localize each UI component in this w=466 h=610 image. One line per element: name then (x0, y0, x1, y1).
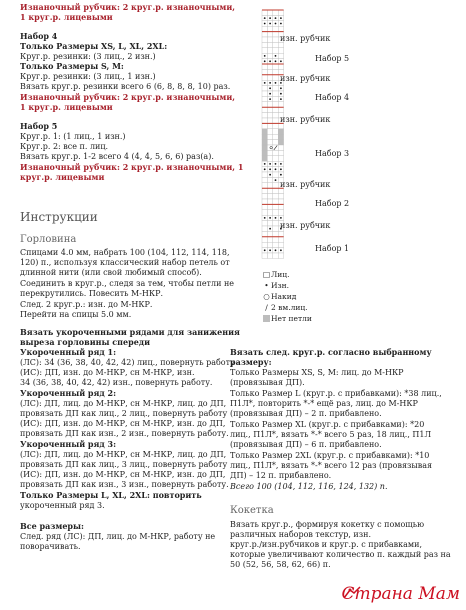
text-line: Изнаночный рубчик: 2 круг.р. изнаночными, 1 (20, 162, 244, 172)
chart-cell (262, 107, 267, 112)
chart-cell (267, 177, 272, 182)
legend-item (262, 292, 296, 301)
purl-dot (264, 60, 266, 62)
chart-cell (267, 123, 272, 128)
text-line: 50 (52, 56, 58, 62, 66) п. (230, 560, 331, 569)
heading-instructions: Инструкции (20, 210, 98, 224)
chart-cell (262, 129, 267, 134)
chart-cell (262, 134, 267, 139)
chart-cell (278, 204, 283, 209)
text-line: Вязать круг.р. резинки всего 6 (6, 8, 8, 8, 10) раз. (20, 82, 231, 91)
chart-cell (273, 194, 278, 199)
purl-dot (275, 179, 277, 181)
purl-dot (269, 98, 271, 100)
text-line: 120) п., используя классический набор петель от (20, 258, 230, 267)
chart-cell (262, 86, 267, 91)
chart-cell (262, 102, 267, 107)
chart-cell (262, 123, 267, 128)
text-line: поворачивать. (20, 542, 81, 551)
chart-cell (267, 113, 272, 118)
chart-cell (278, 123, 283, 128)
chart-cell (267, 64, 272, 69)
text-line: круг.р. лицевыми (20, 172, 105, 182)
text-line: лиц., П1Л*, вязать *-* всего 5 раз, 18 лиц., П1Л (230, 430, 432, 439)
text-line: П1Л*, повторить *-* ещё раз, лиц. до М-НКР (230, 399, 418, 408)
text-line: (провязывая ДП). (230, 378, 305, 387)
chart-cell (262, 183, 267, 188)
chart-cell (262, 26, 267, 31)
purl-dot (269, 168, 271, 170)
purl-dot (269, 23, 271, 25)
text-line: выреза горловины спереди (20, 337, 151, 347)
chart-cell (262, 231, 267, 236)
text-line: (ИС): ДП, изн. до М-НКР, сн М-НКР, изн. до ДП, (20, 419, 226, 428)
chart-cell (273, 75, 278, 80)
text-line: (ИС): ДП, изн. до М-НКР, сн М-НКР, изн. (20, 368, 195, 377)
chart-cell (267, 210, 272, 215)
text-line: (ИС): ДП, изн. до М-НКР, сн М-НКР, изн. до ДП, (20, 470, 226, 479)
purl-dot (280, 217, 282, 219)
chart-label: изн. рубчик (280, 34, 331, 43)
chart-cell (278, 26, 283, 31)
legend-label: Изн. (271, 281, 290, 290)
purl-dot (269, 17, 271, 19)
chart-cell (278, 188, 283, 193)
chart-cell (278, 42, 283, 47)
purl-dot (280, 17, 282, 19)
chart-label: Набор 4 (315, 93, 350, 102)
chart-cell (273, 183, 278, 188)
chart-cell (273, 204, 278, 209)
chart-cell (278, 242, 283, 247)
chart-cell (273, 150, 278, 155)
chart-label: изн. рубчик (280, 221, 331, 230)
text-line: Только Размеры XS, S, M: лиц. до М-НКР (230, 368, 404, 377)
text-line: круг.р./изн.рубчиков и круг.р. с прибавками, (230, 540, 423, 549)
text-line: провязать ДП как изн., 2 изн., повернуть работу. (20, 429, 229, 438)
chart-cell (278, 253, 283, 258)
purl-dot (280, 163, 282, 165)
text-line: След. 2 круг.р.: изн. до М-НКР. (20, 300, 153, 309)
purl-dot (275, 168, 277, 170)
purl-dot (264, 163, 266, 165)
chart-cell (267, 194, 272, 199)
chart-cell (262, 91, 267, 96)
text-line: Круг.р. резинки: (3 лиц., 2 изн.) (20, 52, 156, 61)
text-line: Круг.р. 2: все п. лиц. (20, 142, 109, 151)
section-title: Набор 5 (20, 121, 58, 131)
chart-cell (273, 123, 278, 128)
purl-dot (280, 249, 282, 251)
chart-cell (267, 150, 272, 155)
chart-label: Набор 1 (315, 244, 350, 253)
chart-cell (262, 69, 267, 74)
purl-dot (269, 82, 271, 84)
chart-cell (267, 199, 272, 204)
chart-cell (273, 156, 278, 161)
purl-dot (275, 17, 277, 19)
chart-cell (278, 53, 283, 58)
chart-cell (273, 37, 278, 42)
chart-cell (278, 199, 283, 204)
chart-cell (267, 134, 272, 139)
purl-dot (275, 217, 277, 219)
purl-dot (280, 93, 282, 95)
chart-cell (273, 10, 278, 15)
text-line: перекрутились. Повесить М-НКР. (20, 289, 163, 298)
chart-cell (273, 64, 278, 69)
chart-cell (278, 145, 283, 150)
knitting-chart (258, 8, 458, 333)
text-line: провязать ДП как лиц., 2 лиц., повернуть работу (20, 409, 228, 418)
chart-cell (273, 188, 278, 193)
legend-label: Накид (271, 292, 297, 301)
chart-cell (262, 10, 267, 15)
text-line: Укороченный ряд 2: (20, 388, 117, 398)
purl-dot (280, 168, 282, 170)
purl-dot (269, 249, 271, 251)
chart-cell (262, 140, 267, 145)
text-line: Всего 100 (104, 112, 116, 124, 132) п. (230, 482, 388, 491)
text-line: Только Размер L (круг.р. с прибавками): *38 лиц., (230, 389, 442, 398)
purl-dot (269, 174, 271, 176)
purl-dot (269, 217, 271, 219)
chart-cell (278, 140, 283, 145)
legend-item (262, 303, 308, 312)
purl-dot (280, 23, 282, 25)
purl-dot (275, 23, 277, 25)
purl-dot (280, 87, 282, 89)
chart-cell (267, 129, 272, 134)
k2tog-symbol-icon: ∕ (265, 303, 268, 312)
text-line: 34 (36, 38, 40, 42, 42) изн., повернуть работу. (20, 378, 213, 387)
chart-cell (273, 102, 278, 107)
text-line: (ЛС): 34 (36, 38, 40, 42, 42) лиц., повернуть работу (20, 358, 235, 367)
chart-cell (273, 226, 278, 231)
text-line: (провязывая ДП) – 6 п. прибавлено. (230, 440, 382, 449)
chart-cell (267, 107, 272, 112)
text-line: Укороченный ряд 3: (20, 439, 117, 449)
text-line: ДП) – 12 п. прибавлено. (230, 471, 332, 480)
purl-dot (269, 93, 271, 95)
chart-cell (262, 204, 267, 209)
chart-cell (273, 42, 278, 47)
chart-label: Набор 2 (315, 199, 350, 208)
chart-cell (267, 237, 272, 242)
purl-dot (269, 87, 271, 89)
purl-symbol-icon: • (264, 281, 269, 290)
chart-cell (262, 226, 267, 231)
text-line: Круг.р. резинки: (3 лиц., 1 изн.) (20, 72, 156, 81)
chart-cell (273, 107, 278, 112)
chart-cell (278, 134, 283, 139)
chart-cell (273, 231, 278, 236)
chart-cell (273, 242, 278, 247)
chart-cell (278, 10, 283, 15)
text-line: провязать ДП как изн., 3 изн., повернуть работу. (20, 480, 229, 489)
chart-cell (262, 199, 267, 204)
chart-cell (267, 204, 272, 209)
chart-cell (273, 32, 278, 37)
chart-cell (273, 253, 278, 258)
text-line: различных наборов текстур, изн. (230, 530, 371, 539)
text-line: Спицами 4.0 мм, набрать 100 (104, 112, 114, 118, (20, 248, 230, 257)
text-line: Только Размеры XS, L, XL, 2XL: (20, 41, 168, 51)
purl-dot (275, 163, 277, 165)
chart-cell (278, 210, 283, 215)
chart-cell (267, 140, 272, 145)
chart-legend (262, 270, 372, 332)
text-line: Вязать круг.р., формируя кокетку с помощью (230, 520, 425, 529)
text-line: (провязывая ДП) – 2 п. прибавлено. (230, 409, 382, 418)
chart-cell (262, 64, 267, 69)
legend-item (262, 270, 289, 279)
chart-cell (273, 113, 278, 118)
chart-cell (262, 42, 267, 47)
purl-dot (269, 60, 271, 62)
purl-dot (280, 174, 282, 176)
chart-cell (267, 32, 272, 37)
chart-label: Набор 3 (315, 149, 350, 158)
chart-label: Набор 5 (315, 54, 350, 63)
knit-symbol-icon: □ (262, 270, 271, 279)
text-line: лиц., П1Л*, вязать *-* всего 12 раз (провязывая (230, 461, 433, 470)
text-line: Только Размер XL (круг.р. с прибавками): *20 (230, 420, 425, 429)
chart-cell (267, 242, 272, 247)
chart-cell (278, 237, 283, 242)
chart-cell (262, 113, 267, 118)
chart-cell (262, 37, 267, 42)
chart-cell (262, 150, 267, 155)
text-line: Только Размеры L, XL, 2XL: повторить (20, 490, 202, 500)
chart-cell (267, 156, 272, 161)
chart-cell (262, 194, 267, 199)
chart-label: изн. рубчик (280, 74, 331, 83)
chart-cell (262, 253, 267, 258)
chart-cell (273, 69, 278, 74)
heading-neck: Горловина (20, 234, 77, 245)
chart-cell (273, 86, 278, 91)
chart-cell (262, 172, 267, 177)
text-line: Только Размеры S, M: (20, 61, 124, 71)
chart-cell (262, 177, 267, 182)
purl-dot (264, 23, 266, 25)
yarn-over-symbol-icon: ○ (263, 292, 270, 301)
heading-yoke: Кокетка (230, 505, 274, 516)
text-line: Круг.р. 1: (1 лиц., 1 изн.) (20, 132, 126, 141)
text-line: Соединить в круг.р., следя за тем, чтобы петли не (20, 279, 235, 288)
chart-cell (262, 221, 267, 226)
chart-cell (262, 96, 267, 101)
chart-cell (273, 26, 278, 31)
chart-cell (278, 150, 283, 155)
purl-dot (264, 217, 266, 219)
text-line: Вязать укороченными рядами для занижения (20, 327, 240, 337)
chart-cell (262, 145, 267, 150)
chart-cell (267, 48, 272, 53)
text-line: 1 круг.р. лицевыми (20, 102, 113, 112)
chart-cell (278, 48, 283, 53)
chart-cell (273, 96, 278, 101)
chart-cell (262, 118, 267, 123)
chart-cell (262, 210, 267, 215)
chart-cell (267, 188, 272, 193)
chart-cell (278, 64, 283, 69)
purl-dot (264, 168, 266, 170)
text-line: (ЛС): ДП, лиц. до М-НКР, сн М-НКР, лиц. до ДП, (20, 450, 227, 459)
text-line: 1 круг.р. лицевыми (20, 12, 113, 22)
text-line: Изнаночный рубчик: 2 круг.р. изнаночными, (20, 2, 236, 12)
chart-cell (273, 237, 278, 242)
text-line: размеру: (230, 357, 272, 367)
chart-cell (262, 237, 267, 242)
purl-dot (280, 60, 282, 62)
chart-cell (267, 221, 272, 226)
chart-cell (278, 129, 283, 134)
legend-label: Нет петли (271, 314, 312, 323)
text-line: Вязать круг.р. 1-2 всего 4 (4, 4, 5, 6, 6) раз(а). (20, 152, 214, 161)
chart-cell (273, 221, 278, 226)
chart-cell (267, 118, 272, 123)
text-line: Перейти на спицы 5.0 мм. (20, 310, 132, 319)
chart-cell (278, 194, 283, 199)
chart-cell (267, 253, 272, 258)
text-line: длинной нити (или свой любимый способ). (20, 268, 202, 277)
chart-cell (267, 53, 272, 58)
legend-item (262, 281, 289, 290)
chart-cell (262, 242, 267, 247)
text-line: След. ряд (ЛС): ДП, лиц. до М-НКР, работу не (20, 532, 216, 541)
purl-dot (264, 55, 266, 57)
chart-cell (267, 42, 272, 47)
chart-cell (273, 48, 278, 53)
text-line: провязать ДП как лиц., 3 лиц., повернуть работу (20, 460, 228, 469)
no-stitch-symbol-icon (262, 314, 271, 323)
chart-cell (262, 156, 267, 161)
purl-dot (264, 82, 266, 84)
chart-cell (267, 231, 272, 236)
text-line: (ЛС): ДП, лиц. до М-НКР, сн М-НКР, лиц. до ДП, (20, 399, 227, 408)
text-line: Вязать след. круг.р. согласно выбранному (230, 347, 432, 357)
section-title: Набор 4 (20, 31, 58, 41)
chart-cell (278, 156, 283, 161)
chart-cell (267, 75, 272, 80)
purl-dot (280, 98, 282, 100)
text-line: укороченный ряд 3. (20, 501, 105, 510)
chart-cell (273, 134, 278, 139)
chart-cell (273, 172, 278, 177)
purl-dot (275, 249, 277, 251)
chart-cell (273, 91, 278, 96)
chart-cell (267, 26, 272, 31)
purl-dot (269, 163, 271, 165)
text-line: которые увеличивают количество п. каждый раз на (230, 550, 451, 559)
chart-cell (262, 188, 267, 193)
legend-item (262, 314, 312, 323)
chart-cell (262, 75, 267, 80)
chart-cell (278, 231, 283, 236)
chart-cell (278, 107, 283, 112)
chart-cell (267, 10, 272, 15)
purl-dot (264, 249, 266, 251)
legend-label: Лиц. (271, 270, 290, 279)
purl-dot (275, 82, 277, 84)
chart-cell (273, 118, 278, 123)
chart-cell (267, 69, 272, 74)
watermark: Страна Мам (341, 584, 460, 604)
chart-cell (273, 210, 278, 215)
text-line: Только Размер 2XL (круг.р. с прибавками): *10 (230, 451, 430, 460)
text-line: Изнаночный рубчик: 2 круг.р. изнаночными, (20, 92, 236, 102)
legend-label: 2 вм.лиц. (271, 303, 308, 312)
purl-dot (264, 17, 266, 19)
purl-dot (269, 228, 271, 230)
text-line: Укороченный ряд 1: (20, 347, 117, 357)
chart-cell (267, 37, 272, 42)
chart-cell (278, 102, 283, 107)
chart-cell (273, 129, 278, 134)
purl-dot (275, 60, 277, 62)
chart-cell (267, 102, 272, 107)
purl-dot (275, 55, 277, 57)
chart-cell (273, 199, 278, 204)
chart-cell (262, 48, 267, 53)
chart-label: изн. рубчик (280, 115, 331, 124)
chart-cell (267, 183, 272, 188)
chart-cell (273, 140, 278, 145)
chart-cell (262, 32, 267, 37)
chart-label: изн. рубчик (280, 180, 331, 189)
text-line: Все размеры: (20, 521, 84, 531)
